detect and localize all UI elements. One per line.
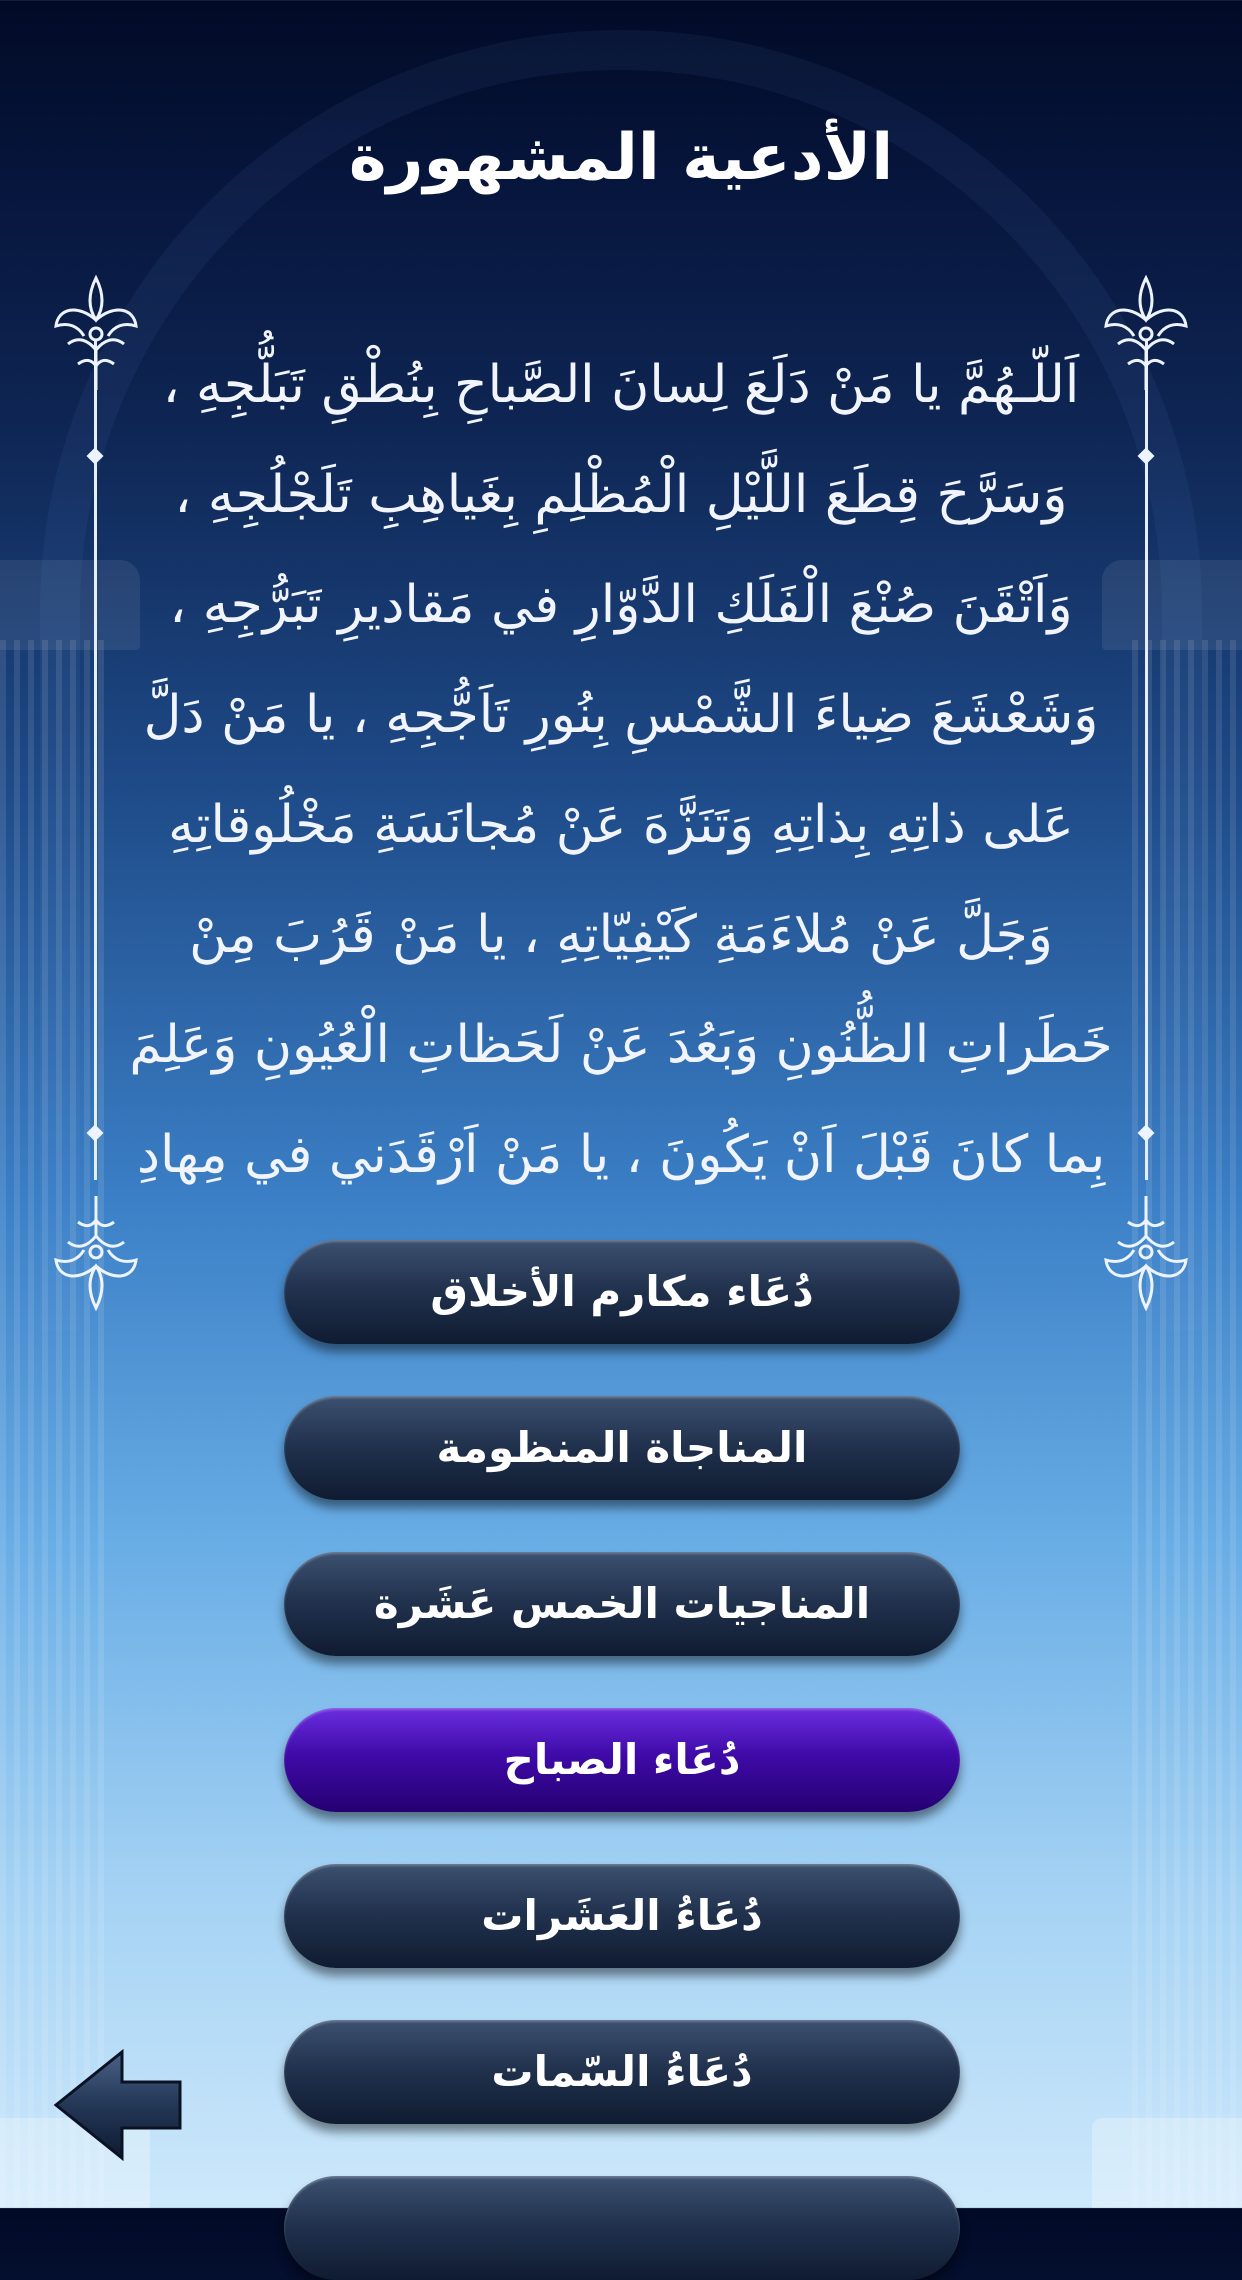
menu-button-dua-asharat[interactable]: دُعَاءُ العَشَرات	[284, 1864, 960, 1968]
menu-button-munajat-manzuma[interactable]: المناجاة المنظومة	[284, 1396, 960, 1500]
menu-button-makarim-akhlaq[interactable]: دُعَاء مكارم الأخلاق	[284, 1240, 960, 1344]
menu-button-partial[interactable]	[284, 2176, 960, 2280]
prayer-text-scroll[interactable]	[112, 330, 1130, 1234]
prayer-text: اَللّـهُمَّ يا مَنْ دَلَعَ لِسانَ الصَّباحِ بِنُطْقِ تَبَلُّجِهِ ، وَسَرَّحَ قِطَعَ اللَّيْلِ الْمُظْلِمِ بِغَياهِبِ تَلَجْلُجِهِ ، وَاَتْقَنَ صُنْعَ الْفَلَكِ الدَّوّارِ في مَقاديرِ تَبَرُّجِهِ ، وَشَعْشَعَ ضِياءَ الشَّمْسِ بِنُورِ تَاَجُّجِهِ ، يا مَنْ دَلَّ عَلى ذاتِهِ بِذاتِهِ وَتَنَزَّهَ عَنْ مُجانَسَةِ مَخْلُوقاتِهِ وَجَلَّ عَنْ مُلاءَمَةِ كَيْفِيّاتِهِ ، يا مَنْ قَرُبَ مِنْ خَطَراتِ الظُّنُونِ وَبَعُدَ عَنْ لَحَظاتِ الْعُيُونِ وَعَلِمَ بِما كانَ قَبْلَ اَنْ يَكُونَ ، يا مَنْ اَرْقَدَني في مِهادِ	[129, 355, 1113, 1185]
pillar-base-right	[1092, 2118, 1242, 2208]
frame-line-right	[1145, 340, 1148, 1180]
page-title: الأدعية المشهورة	[348, 121, 894, 195]
menu-button-dua-sabah[interactable]: دُعَاء الصباح	[284, 1708, 960, 1812]
frame-line-left	[94, 340, 97, 1180]
menu-button-dua-simat[interactable]: دُعَاءُ السّمات	[284, 2020, 960, 2124]
back-arrow-icon[interactable]	[52, 2046, 184, 2164]
pillar-right	[1132, 640, 1242, 2208]
menu-button-munajat-khams-ashara[interactable]: المناجيات الخمس عَشَرة	[284, 1552, 960, 1656]
